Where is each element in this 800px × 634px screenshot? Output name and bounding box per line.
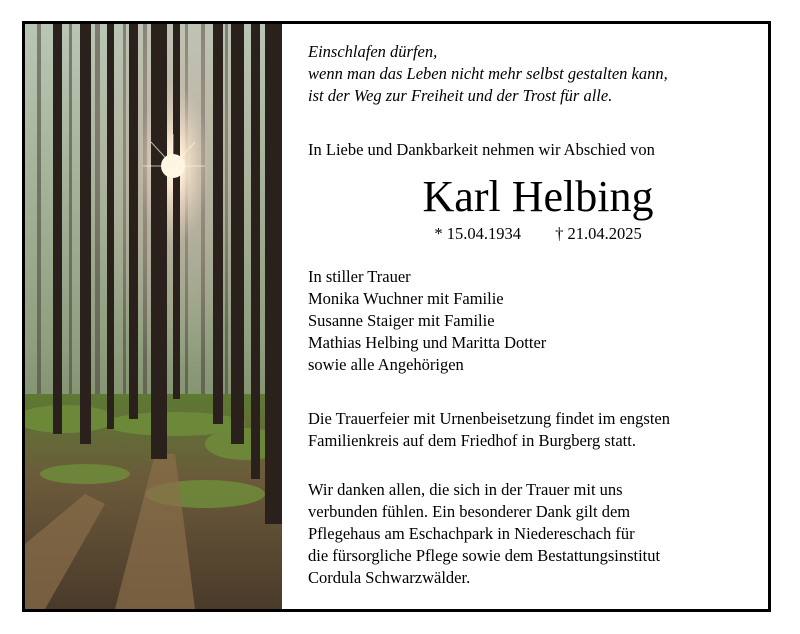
death-date: † 21.04.2025	[555, 224, 642, 243]
obituary-notice	[22, 21, 771, 612]
funeral-info	[308, 408, 670, 452]
life-dates	[308, 223, 768, 245]
birth-date: * 15.04.1934	[434, 224, 521, 243]
funeral-line: Die Trauerfeier mit Urnenbeisetzung findet im engsten	[308, 409, 670, 428]
mourner-line: In stiller Trauer	[308, 267, 411, 286]
mourners-list	[308, 266, 546, 376]
poem-line: ist der Weg zur Freiheit und der Trost für alle.	[308, 86, 613, 105]
thanks-line: verbunden fühlen. Ein besonderer Dank gilt dem	[308, 502, 631, 521]
mourner-line: Mathias Helbing und Maritta Dotter	[308, 333, 547, 352]
mourner-line: Susanne Staiger mit Familie	[308, 311, 495, 330]
poem-line: Einschlafen dürfen,	[308, 42, 438, 61]
thanks-line: Pflegehaus am Eschachpark in Niedereschach für	[308, 524, 635, 543]
thanks-paragraph	[308, 479, 660, 589]
mourner-line: Monika Wuchner mit Familie	[308, 289, 504, 308]
thanks-line: Wir danken allen, die sich in der Trauer mit uns	[308, 480, 623, 499]
poem-line: wenn man das Leben nicht mehr selbst gestalten kann,	[308, 64, 668, 83]
mourner-line: sowie alle Angehörigen	[308, 355, 464, 374]
thanks-line: Cordula Schwarzwälder.	[308, 568, 471, 587]
funeral-line: Familienkreis auf dem Friedhof in Burgberg statt.	[308, 431, 636, 450]
deceased-name: Karl Helbing	[422, 172, 654, 221]
forest-sunlight-photo	[25, 24, 282, 609]
thanks-line: die fürsorgliche Pflege sowie dem Bestattungsinstitut	[308, 546, 661, 565]
forest-photo	[25, 24, 282, 609]
poem	[308, 41, 668, 107]
farewell-intro: In Liebe und Dankbarkeit nehmen wir Abschied von	[308, 140, 655, 159]
